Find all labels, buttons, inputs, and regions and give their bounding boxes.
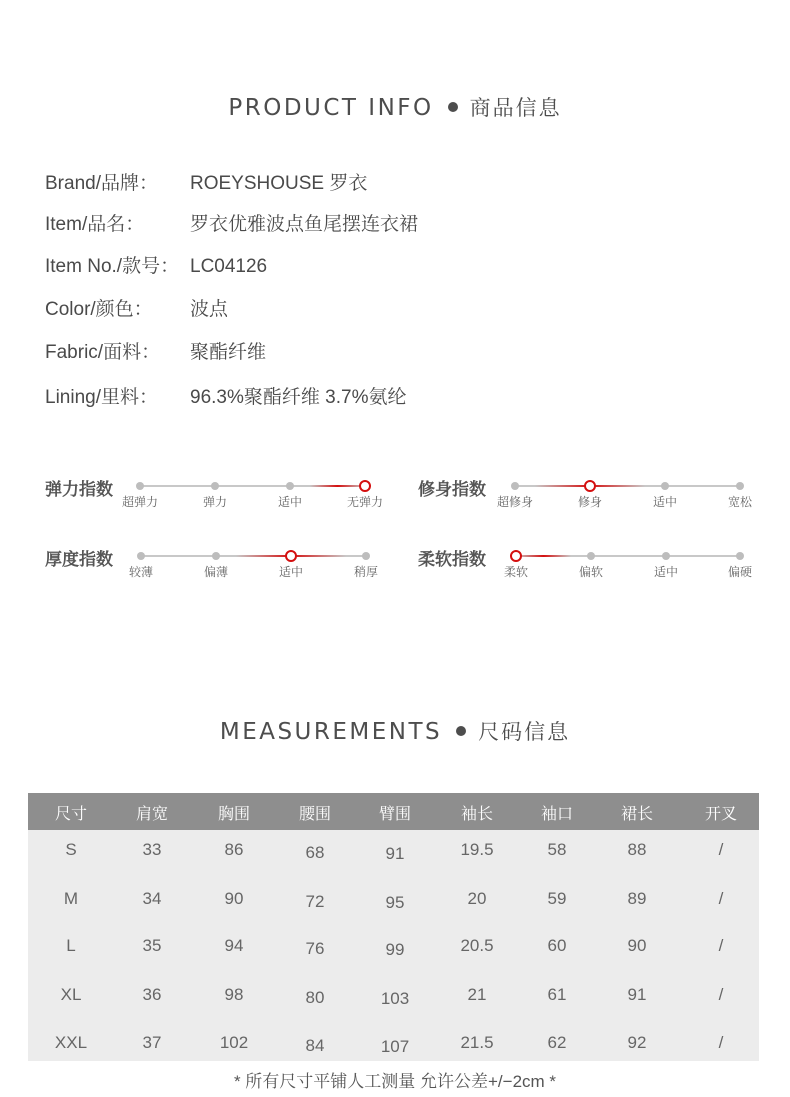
table-cell: 34 <box>142 889 162 908</box>
index-highlight <box>516 555 571 557</box>
index-option-label: 适中 <box>652 495 678 509</box>
info-value: 96.3%聚酯纤维 3.7%氨纶 <box>190 387 407 408</box>
index-point <box>587 552 595 560</box>
info-value: 罗衣优雅波点鱼尾摆连衣裙 <box>190 214 419 235</box>
size-table <box>28 793 759 1061</box>
table-header-cell: 袖口 <box>540 806 574 823</box>
index-option-label: 适中 <box>278 565 304 579</box>
table-cell: 20 <box>467 889 487 908</box>
index-name: 柔软指数 <box>418 550 486 569</box>
table-cell: 86 <box>224 840 244 859</box>
bullet-dot-icon <box>456 726 466 736</box>
table-cell: 72 <box>305 892 325 911</box>
measurements-title-en: MEASUREMENTS <box>219 719 443 745</box>
index-option-label: 较薄 <box>128 565 154 579</box>
index-option-label: 无弹力 <box>346 495 384 509</box>
index-point <box>736 552 744 560</box>
index-selected-marker <box>285 550 297 562</box>
index-selected-marker <box>584 480 596 492</box>
table-cell: / <box>718 889 724 908</box>
index-option-label: 修身 <box>577 495 603 509</box>
table-cell: 33 <box>142 840 162 859</box>
measurements-title <box>0 716 790 746</box>
table-cell: 35 <box>142 936 162 955</box>
table-cell: L <box>66 936 76 955</box>
table-header-cell: 尺寸 <box>54 806 88 823</box>
table-header-cell: 胸围 <box>217 806 251 823</box>
table-cell: 99 <box>385 940 405 959</box>
index-scale <box>418 475 758 525</box>
index-option-label: 超修身 <box>496 495 534 509</box>
index-point <box>286 482 294 490</box>
table-cell: 58 <box>547 840 567 859</box>
table-cell: / <box>718 1033 724 1052</box>
index-highlight <box>310 485 365 487</box>
index-option-label: 稍厚 <box>353 565 379 579</box>
index-option-label: 适中 <box>653 565 679 579</box>
info-row <box>45 251 267 278</box>
index-name: 厚度指数 <box>45 550 113 569</box>
table-cell: 90 <box>627 936 647 955</box>
info-label: Item/品名： <box>45 214 145 235</box>
table-cell: M <box>63 889 79 908</box>
table-cell: 20.5 <box>460 936 494 955</box>
index-scale <box>45 545 385 595</box>
product-info-title <box>0 92 790 122</box>
index-option-label: 宽松 <box>727 495 753 509</box>
index-option-label: 偏硬 <box>727 565 753 579</box>
index-option-label: 弹力 <box>202 495 228 509</box>
table-header-cell: 肩宽 <box>135 806 169 823</box>
table-cell: 102 <box>219 1033 249 1052</box>
index-name: 修身指数 <box>418 480 486 499</box>
table-cell: 90 <box>224 889 244 908</box>
table-header-cell: 腰围 <box>298 806 332 823</box>
info-value: 聚酯纤维 <box>190 342 267 363</box>
product-info-title-cn: 商品信息 <box>469 97 562 120</box>
info-label: Brand/品牌： <box>45 173 158 194</box>
table-header-cell: 裙长 <box>620 806 654 823</box>
index-point <box>362 552 370 560</box>
index-selected-marker <box>510 550 522 562</box>
table-cell: 92 <box>627 1033 647 1052</box>
index-option-label: 偏软 <box>578 565 604 579</box>
index-name: 弹力指数 <box>45 480 113 499</box>
table-header-cell: 袖长 <box>460 806 494 823</box>
table-cell: 68 <box>305 843 325 862</box>
info-label: Color/颜色： <box>45 299 153 320</box>
table-cell: 88 <box>627 840 647 859</box>
table-cell: 103 <box>380 989 410 1008</box>
table-cell: 36 <box>142 985 162 1004</box>
index-selected-marker <box>359 480 371 492</box>
table-header-cell: 开叉 <box>704 806 738 823</box>
index-option-label: 柔软 <box>503 565 529 579</box>
product-info-title-en: PRODUCT INFO <box>228 95 434 121</box>
table-cell: 21 <box>467 985 487 1004</box>
index-point <box>662 552 670 560</box>
table-cell: 61 <box>547 985 567 1004</box>
index-point <box>511 482 519 490</box>
table-cell: 107 <box>380 1037 410 1056</box>
info-row <box>45 294 228 321</box>
table-cell: 59 <box>547 889 567 908</box>
index-point <box>137 552 145 560</box>
info-row <box>45 382 406 409</box>
index-scale <box>418 545 758 595</box>
bullet-dot-icon <box>448 102 458 112</box>
table-cell: 91 <box>627 985 647 1004</box>
info-label: Fabric/面料： <box>45 342 161 363</box>
table-cell: 89 <box>627 889 647 908</box>
info-value: LC04126 <box>190 256 268 277</box>
table-cell: / <box>718 840 724 859</box>
table-cell: / <box>718 936 724 955</box>
info-row <box>45 337 266 364</box>
info-value: 波点 <box>190 299 229 320</box>
index-option-label: 适中 <box>277 495 303 509</box>
table-cell: XL <box>60 985 82 1004</box>
table-cell: 98 <box>224 985 244 1004</box>
info-row <box>45 209 418 236</box>
table-cell: XXL <box>54 1033 88 1052</box>
table-header-cell: 臂围 <box>378 806 412 823</box>
index-point <box>736 482 744 490</box>
index-point <box>661 482 669 490</box>
table-cell: / <box>718 985 724 1004</box>
table-cell: 37 <box>142 1033 162 1052</box>
table-cell: 80 <box>305 988 325 1007</box>
table-cell: 60 <box>547 936 567 955</box>
table-cell: 91 <box>385 844 405 863</box>
table-cell: 21.5 <box>460 1033 494 1052</box>
table-cell: 94 <box>224 936 244 955</box>
table-cell: 95 <box>385 893 405 912</box>
table-cell: 76 <box>305 939 325 958</box>
measurement-note: * 所有尺寸平铺人工测量 允许公差+/−2cm * <box>233 1072 557 1091</box>
table-cell: 62 <box>547 1033 567 1052</box>
table-cell: 19.5 <box>460 840 494 859</box>
measurements-title-cn: 尺码信息 <box>478 721 571 744</box>
info-row <box>45 168 367 195</box>
size-table-header <box>28 793 759 830</box>
table-cell: 84 <box>305 1036 325 1055</box>
index-point <box>136 482 144 490</box>
index-point <box>211 482 219 490</box>
info-label: Item No./款号： <box>45 256 180 277</box>
info-label: Lining/里料： <box>45 387 158 408</box>
index-point <box>212 552 220 560</box>
table-cell: S <box>65 840 77 859</box>
index-option-label: 偏薄 <box>203 565 229 579</box>
index-option-label: 超弹力 <box>121 495 159 509</box>
info-value: ROEYSHOUSE 罗衣 <box>190 173 368 194</box>
index-scale <box>45 475 385 525</box>
